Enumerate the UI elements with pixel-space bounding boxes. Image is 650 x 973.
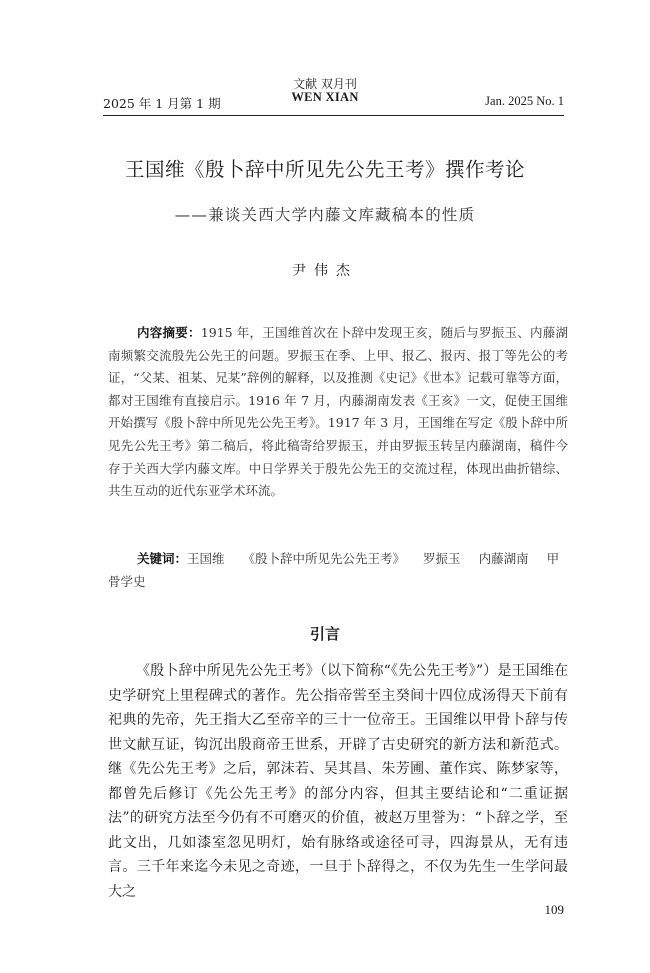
keyword: 罗振玉 xyxy=(423,551,461,566)
section-title: 引言 xyxy=(309,625,340,643)
page-number: 109 xyxy=(544,902,564,917)
article-author: 尹伟杰 xyxy=(292,263,358,279)
keywords-label: 关键词： xyxy=(137,551,188,566)
header-issue: 2025 年 1 月第 1 期 xyxy=(103,96,221,111)
keyword: 《殷卜辞中所见先公先王考》 xyxy=(242,551,406,566)
article-title: 王国维《殷卜辞中所见先公先王考》撰作考论 xyxy=(124,158,525,181)
keyword: 内藤湖南 xyxy=(478,551,529,566)
header-issue-english: Jan. 2025 No. 1 xyxy=(485,94,564,108)
article-subtitle: ——兼谈关西大学内藤文库藏稿本的性质 xyxy=(174,206,476,224)
keyword: 甲骨学史 xyxy=(108,551,560,589)
journal-name: 文献 双月刊 xyxy=(293,77,357,91)
keywords xyxy=(108,548,568,593)
header-rule xyxy=(103,115,564,116)
body-paragraph: 《殷卜辞中所见先公先王考》（以下简称“《先公先王考》”）是王国维在史学研究上里程碑式的著作。先公指帝喾至主癸间十四位成汤得天下前有祀典的先帝，先王指大乙至帝辛的三十一位帝王。王国维以甲骨卜辞与传世文献互证，钩沉出殷商帝王世系，开辟了古史研究的新方法和新范式。继《先公先王考》之后，郭沫若、吴其昌、朱芳圃、董作宾、陈梦家等，都曾先后修订《先公先王考》的部分内容，但其主要结论和“二重证据法”的研究方法至今仍有不可磨灭的价值，被赵万里誉为：“卜辞之学，至此文出，几如漆室忽见明灯，始有脉络或途径可寻，四海景从，无有违言。三千年来迄今未见之奇迹，一旦于卜辞得之，不仅为先生一生学问最大之 xyxy=(108,663,568,900)
abstract-text: 1915 年，王国维首次在卜辞中发现王亥，随后与罗振玉、内藤湖南频繁交流殷先公先王的问题。罗振玉在季、上甲、报乙、报丙、报丁等先公的考证，“父某、祖某、兄某”辞例的解释，以及推测《史记》《世本》记载可靠等方面，都对王国维有直接启示。1916 年 7 月，内藤湖南发表《王亥》一文，促使王国维开始撰写《殷卜辞中所见先公先王考》。1917 年 3 月，王国维在写定《殷卜辞中所见先公先王考》第二稿后，将此稿寄给罗振玉，并由罗振玉转呈内藤湖南，稿件今存于关西大学内藤文库。中日学界关于殷先公先王的交流过程，体现出曲折错综、共生互动的近代东亚学术环流。 xyxy=(108,325,568,499)
abstract xyxy=(108,322,568,503)
journal-latin-name: WEN XIAN xyxy=(291,90,359,105)
keyword: 王国维 xyxy=(187,551,225,566)
abstract-label: 内容摘要： xyxy=(137,325,201,340)
